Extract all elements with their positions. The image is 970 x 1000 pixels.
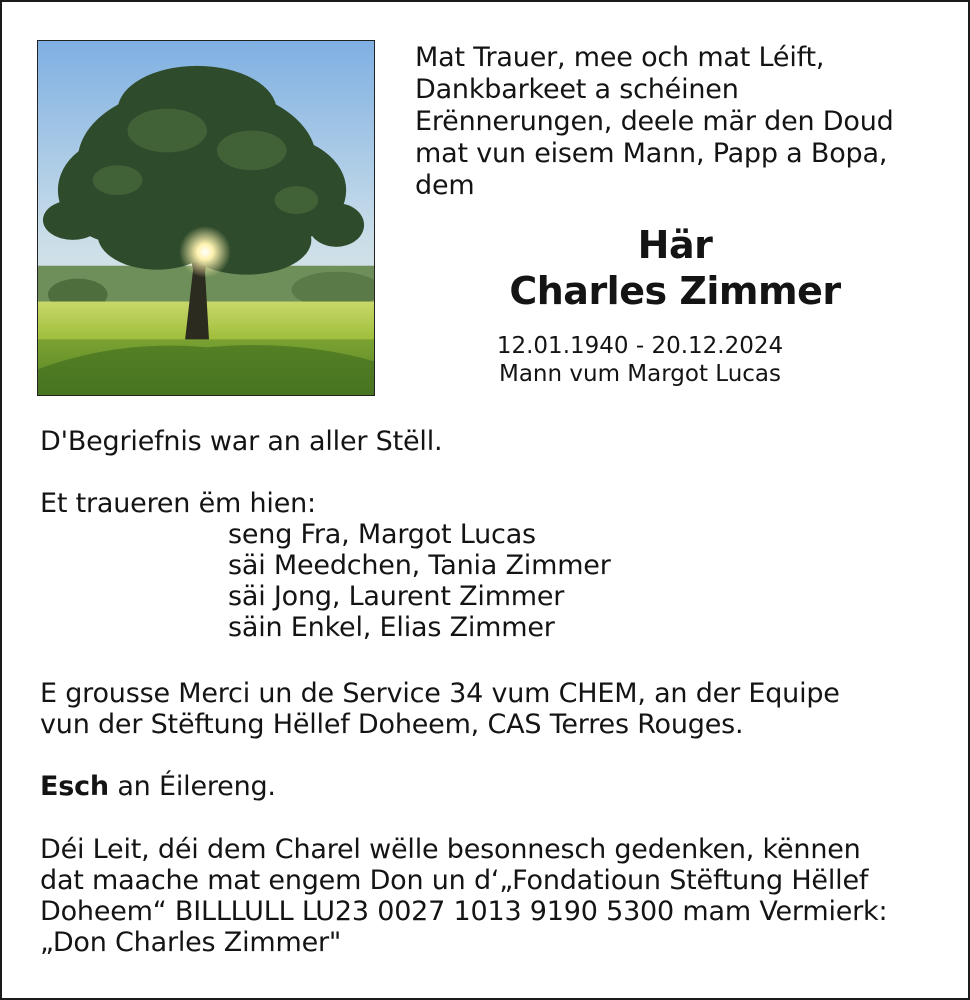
donation-line: „Don Charles Zimmer" bbox=[40, 927, 342, 958]
donation-text bbox=[40, 834, 940, 958]
relation: Mann vum Margot Lucas bbox=[498, 361, 781, 387]
mourner-item: seng Fra, Margot Lucas bbox=[228, 519, 536, 550]
life-dates: 12.01.1940 - 20.12.2024 bbox=[496, 333, 784, 359]
intro-line: Erënnerungen, deele mär den Doud bbox=[415, 106, 894, 137]
place-rest: an Éilereng. bbox=[108, 771, 276, 802]
intro-line: dem bbox=[415, 170, 475, 201]
place-town: Esch bbox=[40, 771, 109, 802]
donation-line: Doheem“ BILLLULL LU23 0027 1013 9190 5300 mam Vermierk: bbox=[40, 896, 888, 927]
funeral-note-text: D'Begriefnis war an aller Stëll. bbox=[40, 426, 443, 457]
intro-line: mat vun eisem Mann, Papp a Bopa, bbox=[415, 138, 888, 169]
mourner-item: säin Enkel, Elias Zimmer bbox=[228, 612, 555, 643]
mourner-item: säi Jong, Laurent Zimmer bbox=[228, 581, 565, 612]
intro-line: Dankbarkeet a schéinen bbox=[415, 74, 739, 105]
funeral-note bbox=[40, 426, 940, 457]
mourners-lead: Et traueren ëm hien: bbox=[40, 488, 316, 519]
thanks-text bbox=[40, 678, 940, 740]
donation-line: Déi Leit, déi dem Charel wëlle besonnesch gedenken, kënnen bbox=[40, 834, 861, 865]
donation-line: dat maache mat engem Don un d‘„Fondatioun Stëftung Hëllef bbox=[40, 865, 869, 896]
thanks-line: E grousse Merci un de Service 34 vum CHEM, an der Equipe bbox=[40, 678, 840, 709]
place-line bbox=[40, 771, 940, 802]
mourner-item: säi Meedchen, Tania Zimmer bbox=[228, 550, 611, 581]
deceased-name: Charles Zimmer bbox=[509, 269, 841, 313]
deceased-name-block bbox=[415, 222, 935, 314]
thanks-line: vun der Stëftung Hëllef Doheem, CAS Terres Rouges. bbox=[40, 709, 744, 740]
life-details bbox=[415, 332, 935, 388]
honorific: Här bbox=[637, 223, 713, 267]
mourners-list bbox=[40, 488, 940, 643]
intro-text bbox=[415, 42, 955, 202]
tree-image-icon bbox=[38, 41, 374, 395]
intro-line: Mat Trauer, mee och mat Léift, bbox=[415, 42, 825, 73]
tree-photo bbox=[37, 40, 375, 396]
